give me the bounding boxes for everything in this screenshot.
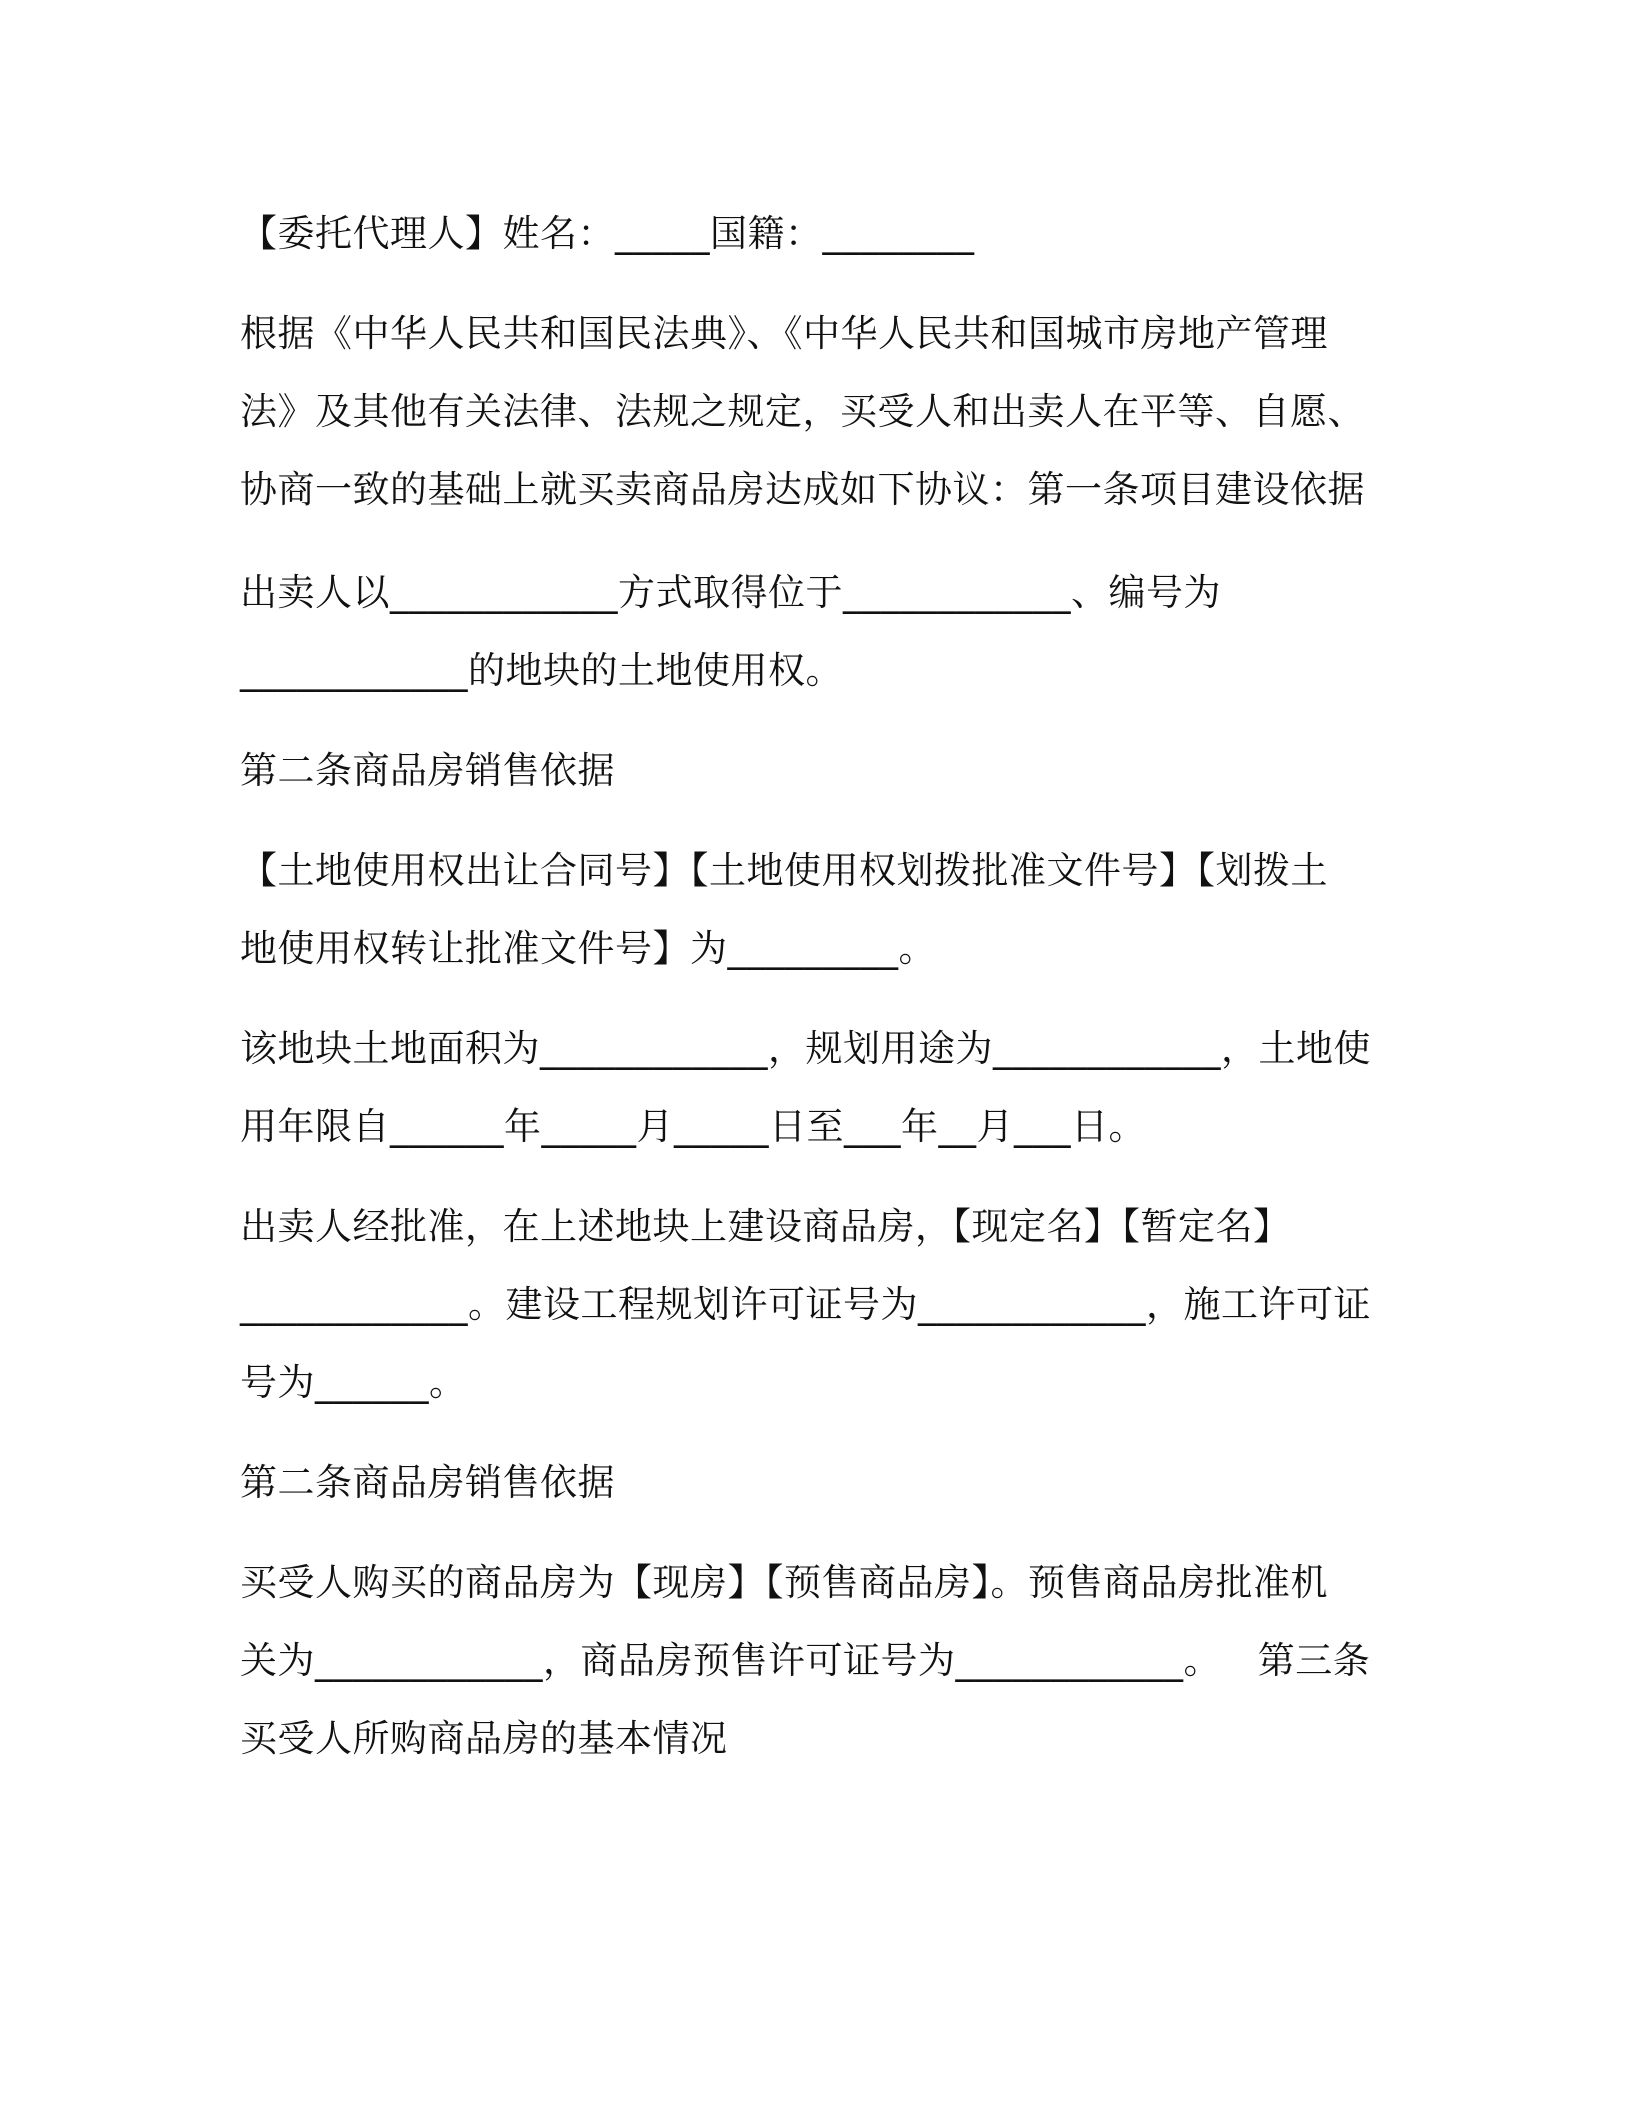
- construction-line-3: 号为______。: [240, 1361, 467, 1404]
- doc-number-paragraph: [240, 832, 1400, 988]
- construction-paragraph: [240, 1188, 1400, 1422]
- land-area-paragraph: [240, 1010, 1400, 1166]
- document-page: [240, 195, 1400, 1778]
- basis-paragraph: [240, 295, 1400, 529]
- construction-line-1: 出卖人经批准，在上述地块上建设商品房，【现定名】【暂定名】: [240, 1205, 1291, 1248]
- land-area-line-1: 该地块土地面积为____________，规划用途为____________，土地使: [240, 1027, 1371, 1070]
- doc-number-line-2: 地使用权转让批准文件号】为_________。: [240, 927, 936, 970]
- land-line-2: ____________的地块的土地使用权。: [240, 649, 843, 692]
- presale-line-1: 买受人购买的商品房为【现房】【预售商品房】。预售商品房批准机: [240, 1561, 1328, 1604]
- agent-line: 【委托代理人】姓名：_____国籍：________: [240, 212, 975, 255]
- doc-number-line-1: 【土地使用权出让合同号】【土地使用权划拨批准文件号】【划拨土: [240, 849, 1328, 892]
- basis-line-1: 根据《中华人民共和国民法典》、《中华人民共和国城市房地产管理: [240, 312, 1328, 355]
- presale-line-2: 关为____________，商品房预售许可证号为____________。 第三条: [240, 1639, 1371, 1682]
- presale-line-3: 买受人所购商品房的基本情况: [240, 1717, 728, 1760]
- presale-paragraph: [240, 1544, 1400, 1778]
- basis-line-3: 协商一致的基础上就买卖商品房达成如下协议：第一条项目建设依据: [240, 468, 1365, 511]
- section-heading-2a: 第二条商品房销售依据: [240, 749, 615, 792]
- land-area-line-2: 用年限自______年_____月_____日至___年__月___日。: [240, 1105, 1146, 1148]
- construction-line-2: ____________。建设工程规划许可证号为____________，施工许可证: [240, 1283, 1371, 1326]
- land-line-1: 出卖人以____________方式取得位于____________、编号为: [240, 571, 1221, 614]
- land-paragraph: [240, 554, 1400, 710]
- section-heading-2b: 第二条商品房销售依据: [240, 1461, 615, 1504]
- basis-line-2: 法》及其他有关法律、法规之规定，买受人和出卖人在平等、自愿、: [240, 390, 1365, 433]
